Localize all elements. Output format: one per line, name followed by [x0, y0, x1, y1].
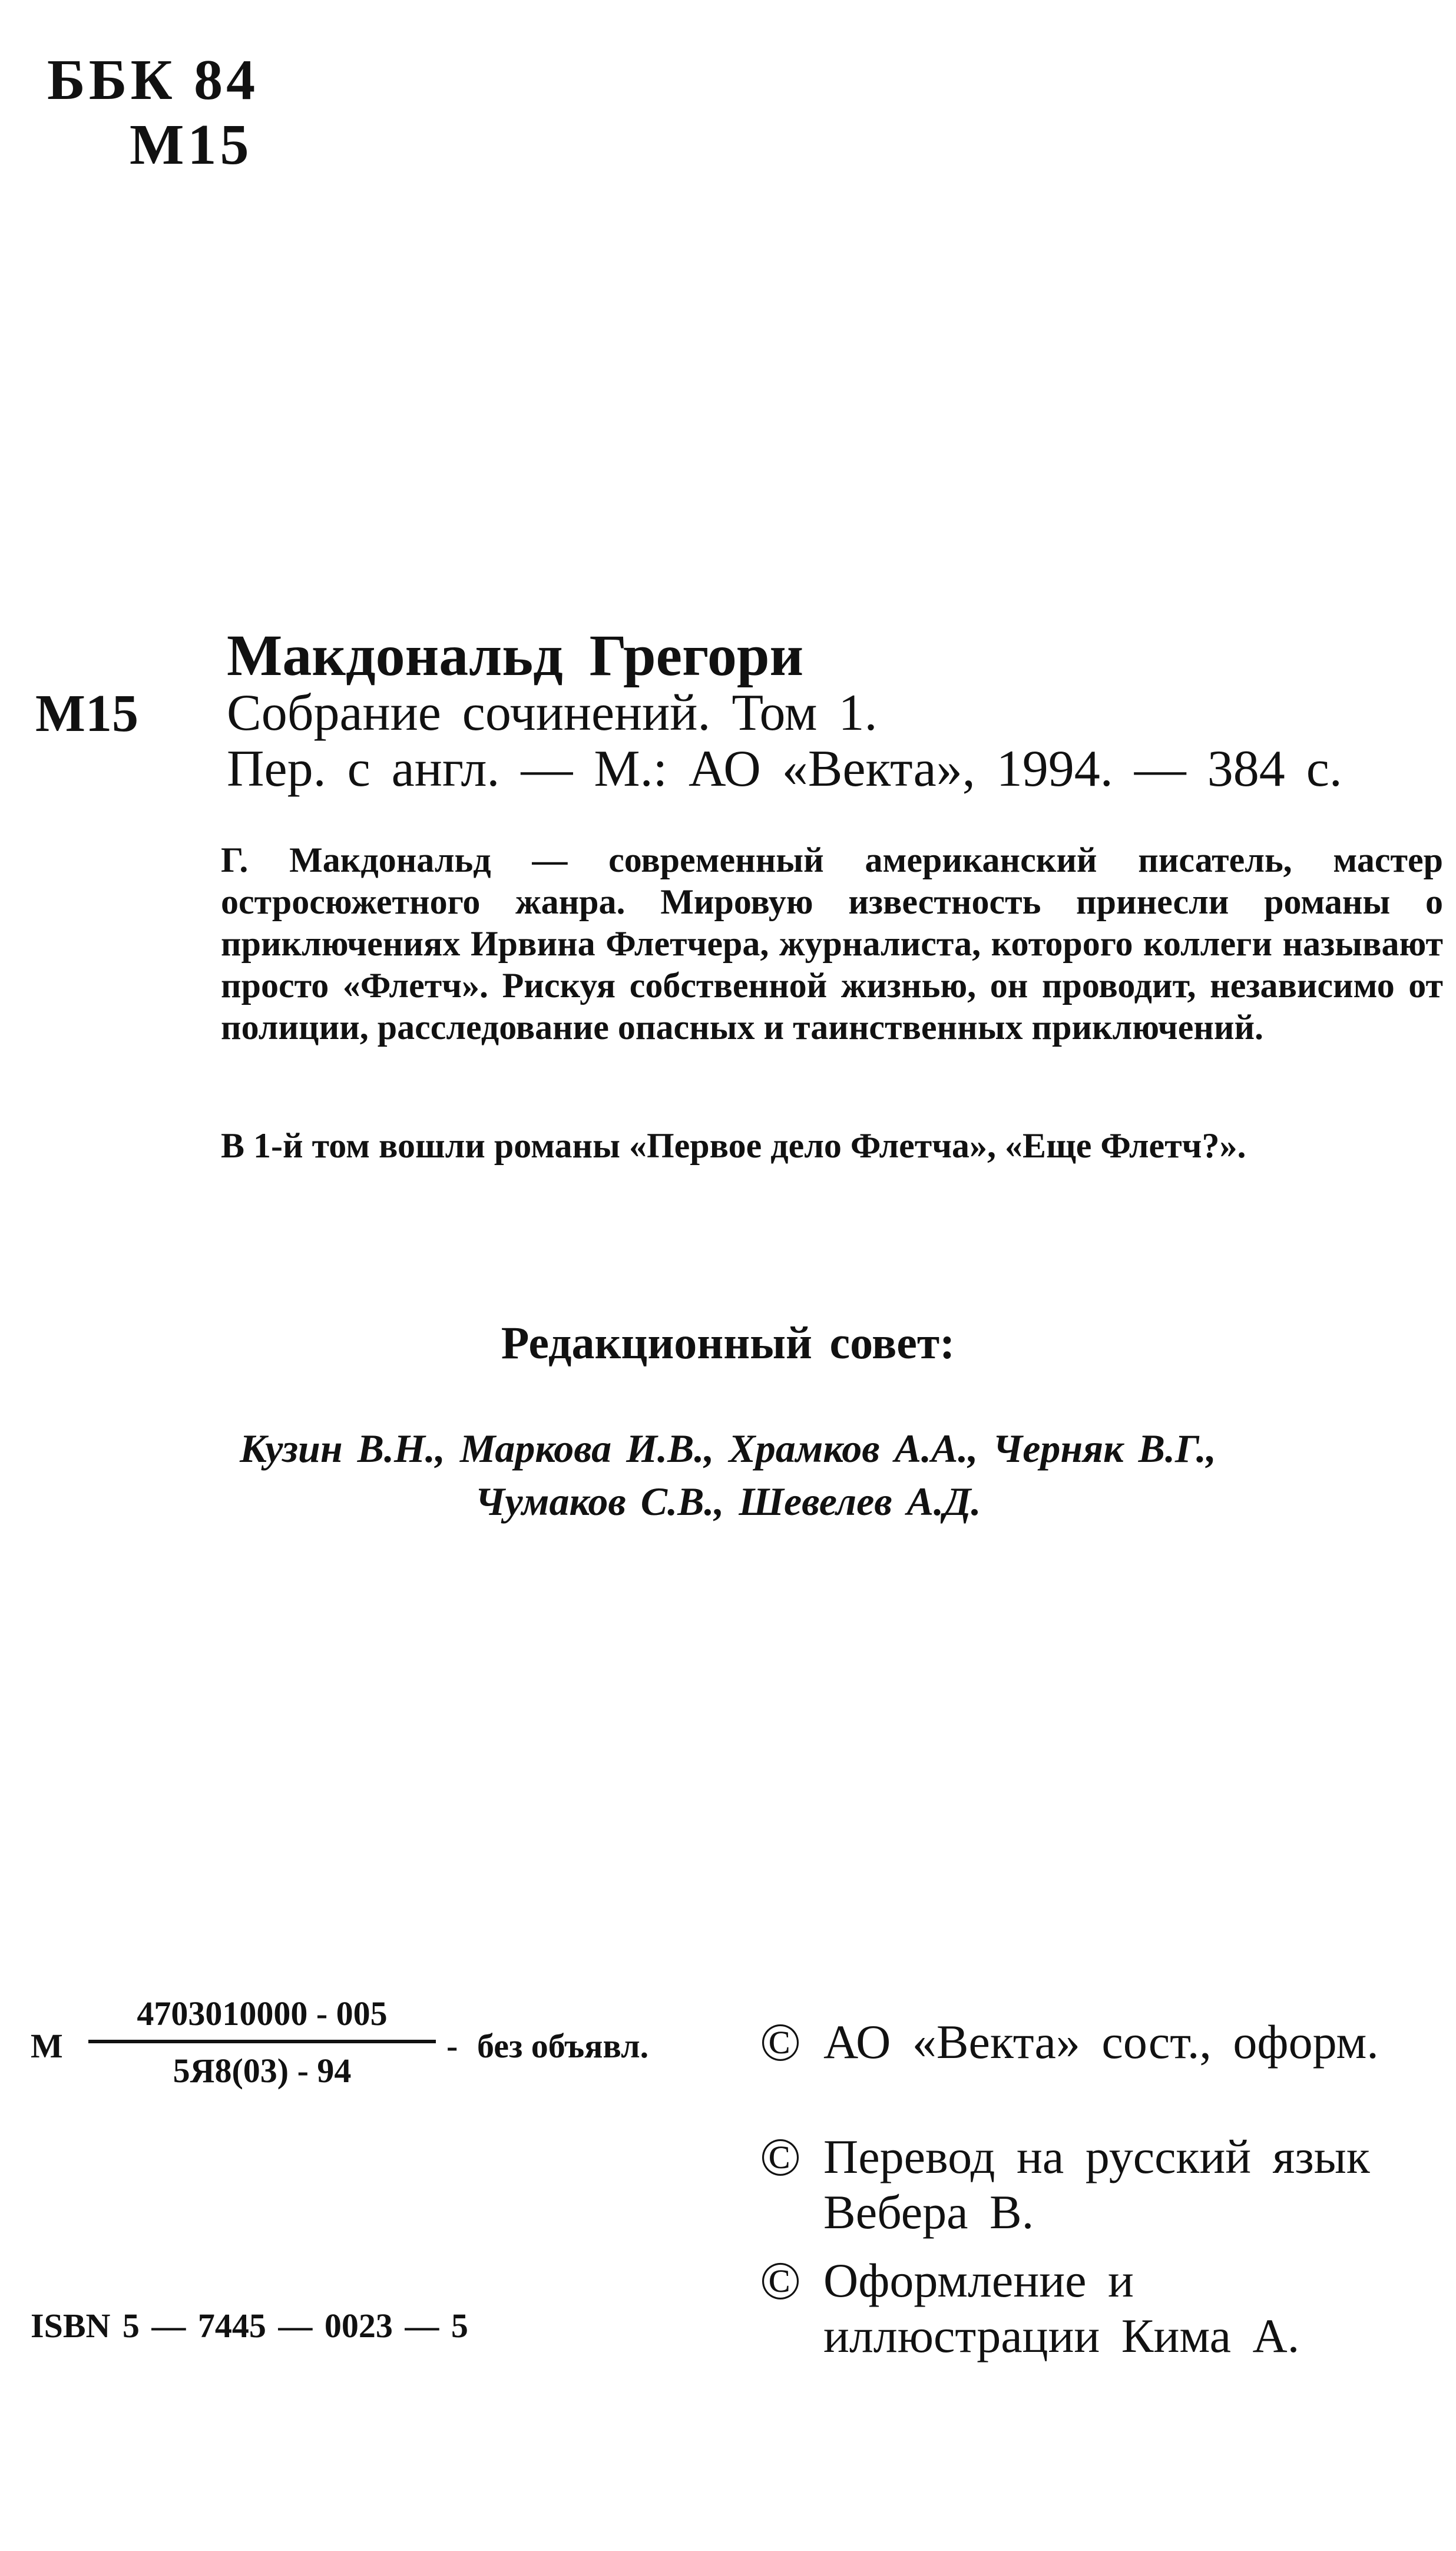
- annotation-paragraph: Г. Макдональд — современный американский писатель, мастер остросюжетного жанра. Мировую известность принесли романы о приключениях Ирвина Флетчера, журналиста, которого коллеги называют просто «Флетч». Рискуя собственной жизнью, он проводит, независимо от полиции, расследование опасных и таинственных приключений.: [221, 841, 1443, 1047]
- isbn-number: ISBN 5 — 7445 — 0023 — 5: [31, 2307, 468, 2345]
- copyright-icon: ©: [760, 2251, 801, 2311]
- publication-code-numerator: 4703010000 - 005: [137, 1994, 388, 2033]
- editorial-board-title: Редакционный совет:: [501, 1317, 955, 1368]
- publication-code-prefix: М: [31, 2027, 63, 2065]
- bbk-code: ББК 84: [47, 48, 259, 112]
- copyright-notice: [760, 2253, 1437, 2371]
- publication-code-dash: -: [446, 2027, 458, 2065]
- copyright-text: Оформление и иллюстрации Кима А.: [823, 2254, 1300, 2363]
- copyright-text: АО «Векта» сост., оформ.: [823, 2015, 1379, 2069]
- author-mark: М15: [130, 113, 253, 177]
- imprint-line: Пер. с англ. — М.: АО «Векта», 1994. — 384 с.: [227, 740, 1342, 798]
- publication-code-note: без объявл.: [477, 2027, 649, 2065]
- editorial-board-members-line: Чумаков С.В., Шевелев А.Д.: [475, 1479, 981, 1524]
- fraction-bar: [88, 2040, 436, 2043]
- copyright-icon: ©: [760, 2012, 801, 2072]
- editorial-board-members-line: Кузин В.Н., Маркова И.В., Храмков А.А., Черняк В.Г.,: [240, 1426, 1216, 1471]
- copyright-notice: [760, 2014, 1437, 2132]
- collection-title: Собрание сочинений. Том 1.: [227, 684, 878, 742]
- copyright-notice: [760, 2129, 1437, 2247]
- publication-code-denominator: 5Я8(03) - 94: [173, 2052, 352, 2090]
- contents-paragraph: В 1-й том вошли романы «Первое дело Флетча», «Еще Флетч?».: [221, 1126, 1246, 1165]
- book-author: Макдональд Грегори: [227, 623, 804, 688]
- copyright-text: Перевод на русский язык Вебера В.: [823, 2130, 1370, 2239]
- author-code: М15: [35, 684, 138, 743]
- copyright-icon: ©: [760, 2127, 801, 2187]
